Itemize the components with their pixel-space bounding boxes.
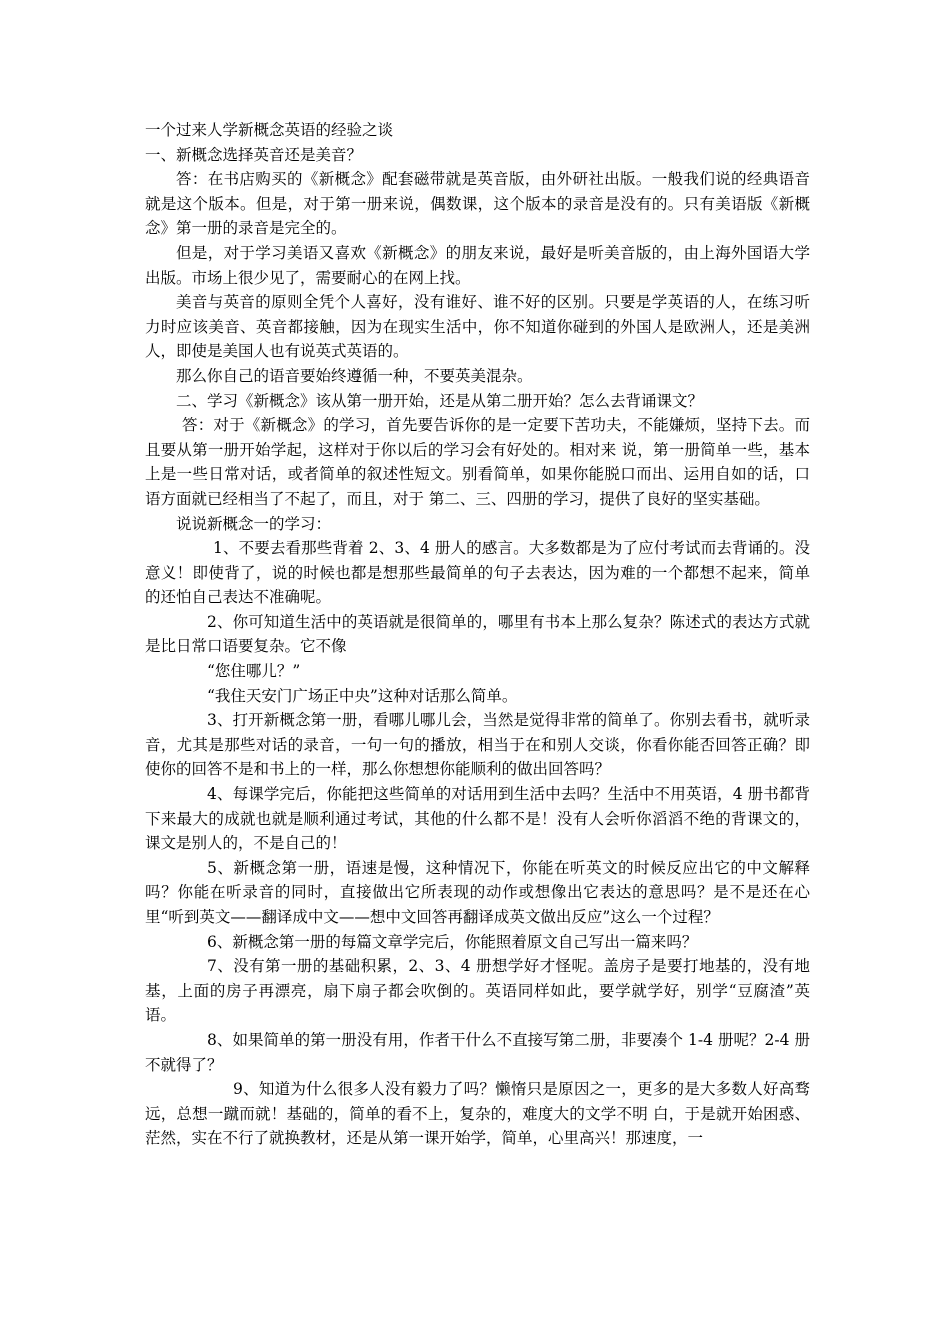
quote-line: “您住哪儿？” (207, 662, 301, 681)
list-item: 4、每课学完后，你能把这些简单的对话用到生活中去吗？生活中不用英语，4 册书都背下来最大的成就也就是顺利通过考试，其他的什么都不是！没有人会听你滔滔不绝的背课文的，课文是别人的，不是自己的！ (145, 785, 810, 853)
question-2-heading: 二、学习《新概念》该从第一册开始，还是从第二册开始？怎么去背诵课文？ (176, 391, 704, 410)
paragraph: 答：在书店购买的《新概念》配套磁带就是英音版，由外研社出版。一般我们说的经典语音就是这个版本。但是，对于第一册来说，偶数课，这个版本的录音是没有的。只有美语版《新概念》第一册的录音是完全的。 (145, 170, 810, 238)
section-subheading: 说说新概念一的学习： (176, 514, 332, 533)
list-item: 5、新概念第一册，语速是慢，这种情况下，你能在听英文的时候反应出它的中文解释吗？你能在听录音的同时，直接做出它所表现的动作或想像出它表达的意思吗？是不是还在心里“听到英文——翻译成中文——想中文回答再翻译成英文做出反应”这么一个过程？ (145, 858, 810, 926)
paragraph: 答：对于《新概念》的学习，首先要告诉你的是一定要下苦功夫，不能嫌烦，坚持下去。而且要从第一册开始学起，这样对于你以后的学习会有好处的。相对来 说，第一册简单一些，基本上是一些日常对话，或者简单的叙述性短文。别看简单，如果你能脱口而出、运用自如的话，口语方面就已经相当了不起了，而且，对于 第二、三、四册的学习，提供了良好的坚实基础。 (145, 416, 810, 508)
list-item: 8、如果简单的第一册没有用，作者干什么不直接写第二册，非要凑个 1-4 册呢？2-4 册不就得了？ (145, 1030, 810, 1074)
paragraph: 美音与英音的原则全凭个人喜好，没有谁好、谁不好的区别。只要是学英语的人，在练习听力时应该美音、英音都接触，因为在现实生活中，你不知道你碰到的外国人是欧洲人，还是美洲人，即使是美国人也有说英式英语的。 (145, 293, 810, 361)
quote-line: “我住天安门广场正中央”这种对话那么简单。 (207, 686, 518, 705)
document-title: 一个过来人学新概念英语的经验之谈 (145, 121, 394, 139)
document-page (145, 118, 810, 1151)
question-1-heading: 一、新概念选择英音还是美音？ (145, 145, 363, 164)
list-item: 3、打开新概念第一册，看哪儿哪儿会，当然是觉得非常的简单了。你别去看书，就听录音，尤其是那些对话的录音，一句一句的播放，相当于在和别人交谈，你看你能否回答正确？即使你的回答不是和书上的一样，那么你想想你能顺利的做出回答吗？ (145, 711, 810, 779)
list-item: 7、没有第一册的基础积累，2、3、4 册想学好才怪呢。盖房子是要打地基的，没有地基，上面的房子再漂亮，扇下扇子都会吹倒的。英语同样如此，要学就学好，别学“豆腐渣”英语。 (145, 957, 810, 1025)
list-item: 6、新概念第一册的每篇文章学完后，你能照着原文自己写出一篇来吗？ (207, 932, 698, 951)
list-item: 9、知道为什么很多人没有毅力了吗？懒惰只是原因之一，更多的是大多数人好高骛远，总想一蹴而就！基础的，简单的看不上，复杂的，难度大的文学不明 白，于是就开始困惑、茫然，实在不行了就换教材，还是从第一课开始学，简单，心里高兴！那速度，一 (145, 1080, 810, 1148)
list-item: 2、你可知道生活中的英语就是很简单的，哪里有书本上那么复杂？陈述式的表达方式就是比日常口语要复杂。它不像 (145, 612, 810, 656)
paragraph: 但是，对于学习美语又喜欢《新概念》的朋友来说，最好是听美音版的，由上海外国语大学出版。市场上很少见了，需要耐心的在网上找。 (145, 243, 810, 287)
paragraph: 那么你自己的语音要始终遵循一种，不要英美混杂。 (176, 366, 533, 385)
list-item: 1、不要去看那些背着 2、3、4 册人的感言。大多数都是为了应付考试而去背诵的。没意义！即使背了，说的时候也都是想那些最简单的句子去表达，因为难的一个都想不起来，简单的还怕自己表达不准确呢。 (145, 539, 810, 607)
